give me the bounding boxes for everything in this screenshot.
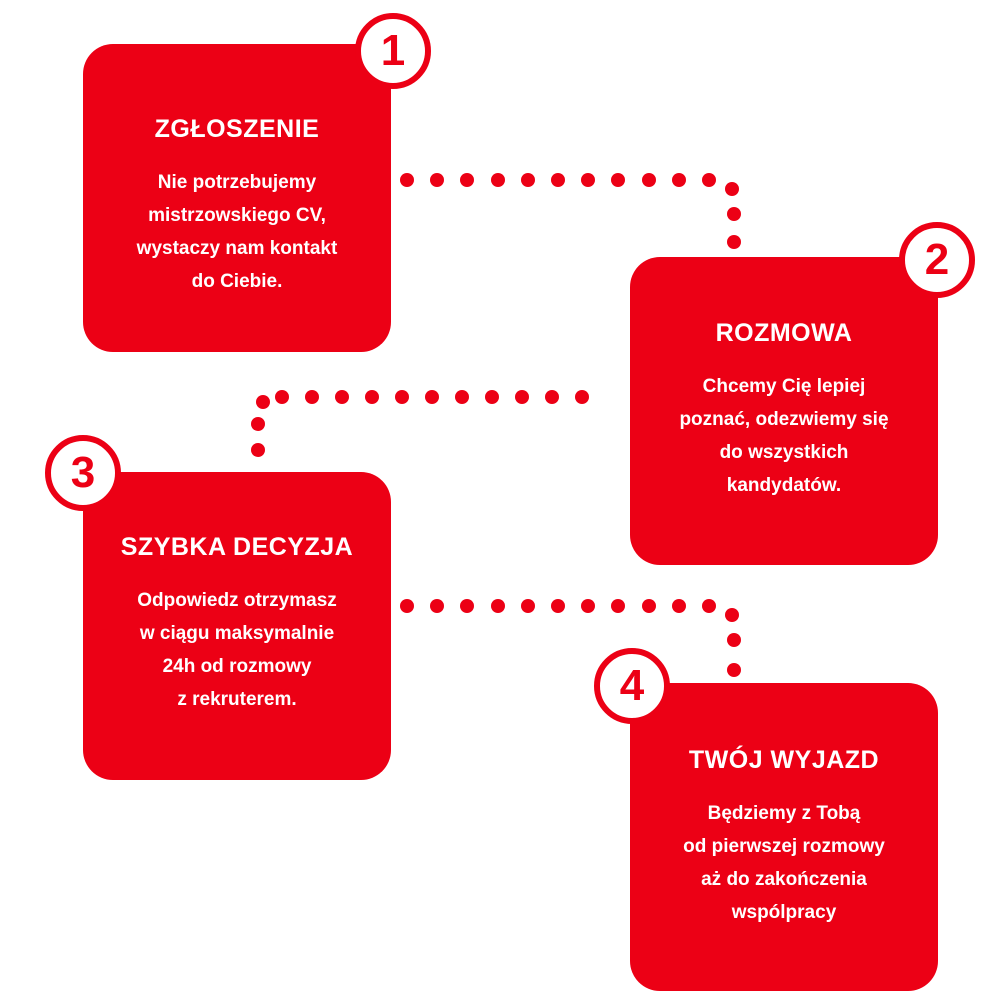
step-number-badge-4: 4: [594, 648, 670, 724]
connector-dot: [702, 599, 716, 613]
step-description: Nie potrzebujemy mistrzowskiego CV, wystaczy nam kontakt do Ciebie.: [136, 172, 338, 292]
step-title: TWÓJ WYJAZD: [688, 746, 880, 774]
connector-dot: [581, 173, 595, 187]
connector-dot: [460, 173, 474, 187]
step-card-2: [630, 257, 938, 565]
connector-dot: [365, 390, 379, 404]
connector-dot: [491, 599, 505, 613]
connector-dot: [551, 599, 565, 613]
step-card-1: [83, 44, 391, 352]
connector-dot: [642, 173, 656, 187]
connector-dot: [251, 443, 265, 457]
step-description: Chcemy Cię lepiej poznać, odezwiemy się do wszystkich kandydatów.: [679, 376, 889, 496]
connector-dot: [551, 173, 565, 187]
step-title: ROZMOWA: [715, 319, 853, 347]
connector-dot: [725, 182, 739, 196]
connector-dot: [727, 235, 741, 249]
connector-dot: [460, 599, 474, 613]
connector-dot: [455, 390, 469, 404]
connector-dot: [256, 395, 270, 409]
connector-dot: [491, 173, 505, 187]
connector-dot: [305, 390, 319, 404]
step-title: SZYBKA DECYZJA: [120, 533, 354, 561]
connector-dot: [430, 173, 444, 187]
step-card-4: [630, 683, 938, 991]
step-description: Będziemy z Tobą od pierwszej rozmowy aż do zakończenia wspólpracy: [683, 803, 885, 923]
connector-dot: [727, 663, 741, 677]
connector-dot: [702, 173, 716, 187]
connector-dot: [581, 599, 595, 613]
connector-dot: [485, 390, 499, 404]
connector-dot: [725, 608, 739, 622]
step-number-badge-3: 3: [45, 435, 121, 511]
step-number-badge-2: 2: [899, 222, 975, 298]
connector-dot: [515, 390, 529, 404]
connector-dot: [611, 173, 625, 187]
connector-dot: [425, 390, 439, 404]
connector-dot: [521, 173, 535, 187]
connector-dot: [642, 599, 656, 613]
step-card-3: [83, 472, 391, 780]
connector-dot: [275, 390, 289, 404]
step-title: ZGŁOSZENIE: [154, 115, 320, 143]
connector-dot: [575, 390, 589, 404]
connector-dot: [672, 599, 686, 613]
connector-dot: [611, 599, 625, 613]
connector-dot: [400, 599, 414, 613]
connector-dot: [400, 173, 414, 187]
connector-dot: [672, 173, 686, 187]
step-number-badge-1: 1: [355, 13, 431, 89]
connector-dot: [727, 207, 741, 221]
connector-dot: [395, 390, 409, 404]
connector-dot: [251, 417, 265, 431]
step-description: Odpowiedz otrzymasz w ciągu maksymalnie 24h od rozmowy z rekruterem.: [137, 590, 337, 710]
connector-dot: [335, 390, 349, 404]
connector-dot: [545, 390, 559, 404]
connector-dot: [727, 633, 741, 647]
connector-dot: [430, 599, 444, 613]
connector-dot: [521, 599, 535, 613]
